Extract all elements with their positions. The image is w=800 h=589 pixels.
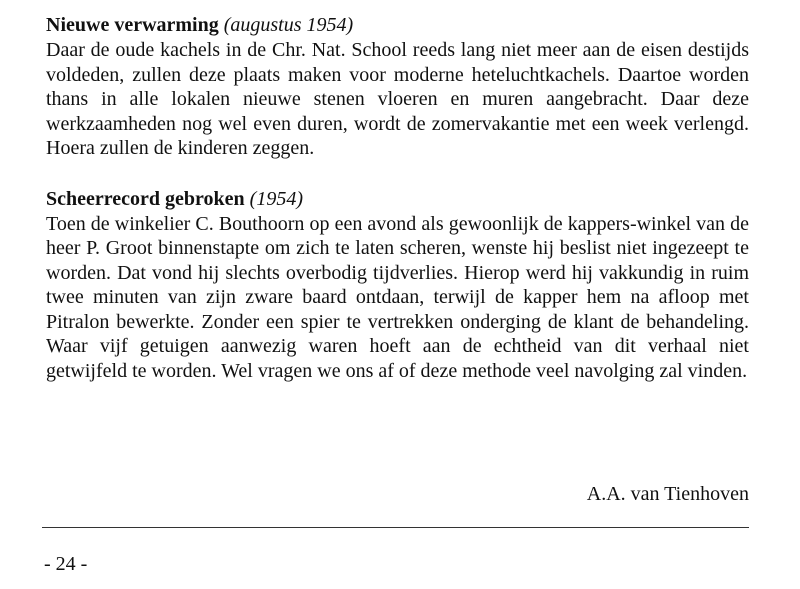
article-heading: [46, 186, 749, 212]
footer-divider: [42, 527, 749, 528]
article-body: Daar de oude kachels in de Chr. Nat. School reeds lang niet meer aan de eisen destijds voldeden, zullen deze plaats maken voor moderne heteluchtkachels. Daartoe worden thans in alle lokalen nieuwe stenen vloeren en muren aangebracht. Daar deze werkzaamheden nog wel even duren, wordt de zomervakantie met een week verlengd. Hoera zullen de kinderen zeggen.: [46, 39, 749, 159]
article-date: (1954): [249, 187, 303, 210]
article-nieuwe-verwarming: [46, 12, 749, 161]
page-number: - 24 -: [44, 553, 88, 575]
article-title: Scheerrecord gebroken: [46, 187, 245, 210]
page-content: [46, 12, 749, 383]
article-scheerrecord-gebroken: [46, 186, 749, 384]
article-date: (augustus 1954): [223, 14, 354, 36]
article-body: Toen de winkelier C. Bouthoorn op een avond als gewoonlijk de kappers-winkel van de heer P. Groot binnenstapte om zich te laten scheren, wenste hij beslist niet ingezeept te worden. Dat vond hij slechts overbodig tijdverlies. Hierop werd hij vakkundig in ruim twee minuten van zijn zware baard ontdaan, terwijl de kapper hem na afloop met Pitralon bewerkte. Zonder een spier te vertrekken onderging de klant de behandeling. Waar vijf getuigen aanwezig waren hoeft aan de echtheid van dit verhaal niet getwijfeld te worden. Wel vragen we ons af of deze methode veel navolging zal vinden.: [46, 212, 749, 382]
article-heading: [46, 12, 749, 38]
author-signature: A.A. van Tienhoven: [586, 483, 749, 505]
article-title: Nieuwe verwarming: [46, 14, 219, 36]
